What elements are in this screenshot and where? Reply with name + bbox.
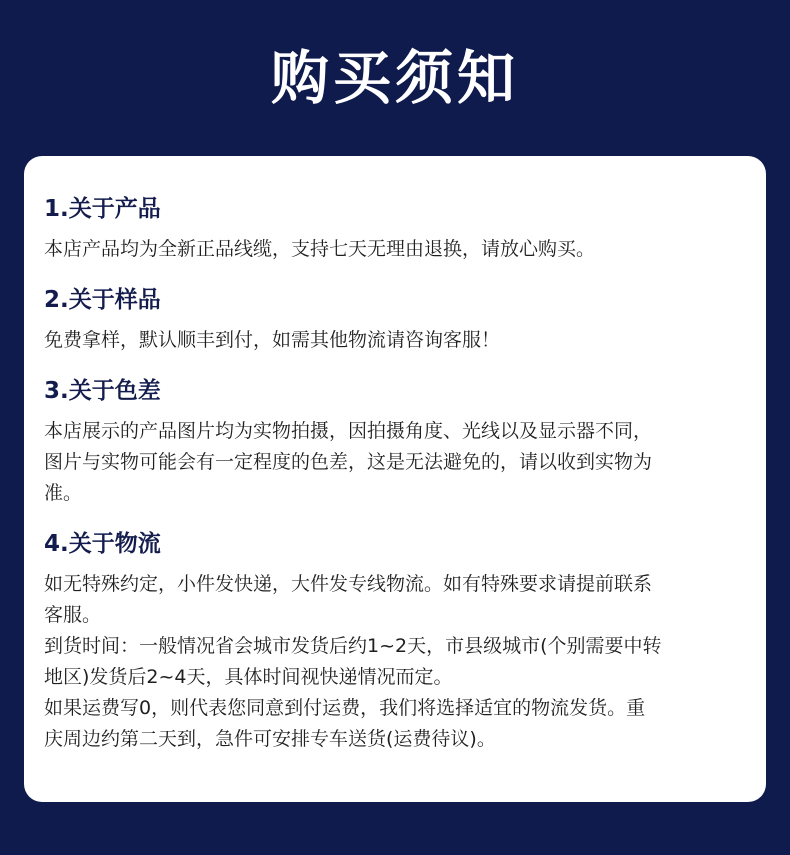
notice-card (24, 156, 766, 802)
section-text-line: 地区)发货后2~4天，具体时间视快递情况而定。 (44, 666, 453, 688)
section-color-difference (44, 374, 746, 509)
section-text-line: 准。 (44, 482, 83, 504)
section-heading: 2.关于样品 (44, 287, 161, 313)
section-text-line: 如无特殊约定，小件发快递，大件发专线物流。如有特殊要求请提前联系 (44, 573, 653, 595)
section-logistics (44, 527, 746, 755)
section-heading: 3.关于色差 (44, 378, 161, 404)
section-text-line: 客服。 (44, 604, 102, 626)
section-text-line: 本店产品均为全新正品线缆，支持七天无理由退换，请放心购买。 (44, 238, 596, 260)
page-title: 购买须知 (270, 44, 519, 112)
section-heading: 4.关于物流 (44, 531, 161, 557)
section-heading: 1.关于产品 (44, 196, 161, 222)
section-samples (44, 283, 746, 356)
section-text-line: 本店展示的产品图片均为实物拍摄，因拍摄角度、光线以及显示器不同， (44, 420, 653, 442)
section-text-line: 到货时间：一般情况省会城市发货后约1~2天，市县级城市(个别需要中转 (44, 635, 662, 657)
section-text-line: 图片与实物可能会有一定程度的色差，这是无法避免的，请以收到实物为 (44, 451, 653, 473)
section-text-line: 庆周边约第二天到，急件可安排专车送货(运费待议)。 (44, 728, 496, 750)
section-product (44, 192, 746, 265)
section-text-line: 免费拿样，默认顺丰到付，如需其他物流请咨询客服！ (44, 329, 501, 351)
section-text-line: 如果运费写0，则代表您同意到付运费，我们将选择适宜的物流发货。重 (44, 697, 646, 719)
